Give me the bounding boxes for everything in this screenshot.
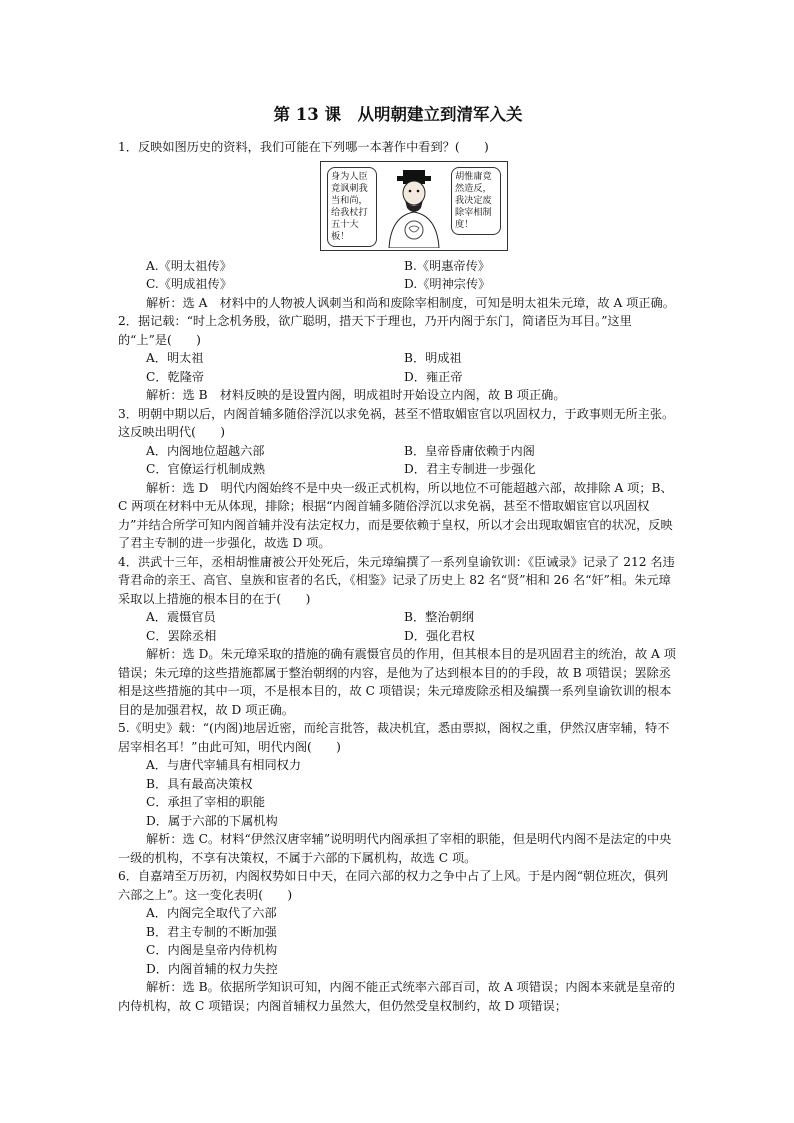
question-4-stem: 4．洪武十三年，丞相胡惟庸被公开处死后，朱元璋编撰了一系列皇谕钦训：《臣诫录》记录了 212 名违背君命的亲王、高官、皇族和宦者的名氏，《相鉴》记录了历史上 82 名“贤”相和 26 名“奸”相。朱元璋采取以上措施的根本目的在于( ) bbox=[118, 554, 675, 606]
question-5-analysis: 解析：选 C。材料“伊然汉唐宰辅”说明明代内阁承担了宰相的职能，但是明代内阁不是法定的中央一级的机构，不享有决策权，不属于六部的下属机构，故选 C 项。 bbox=[118, 832, 672, 865]
question-3-options bbox=[118, 442, 678, 479]
question-3-stem: 3．明朝中期以后，内阁首辅多随俗浮沉以求免祸，甚至不惜取媚宦官以巩固权力，于政事则无所主张。这反映出明代( ) bbox=[118, 406, 675, 439]
option-c: C．罢除丞相 bbox=[146, 628, 217, 643]
option-a: A.《明太祖传》 bbox=[146, 258, 232, 273]
option-d: D．属于六部的下属机构 bbox=[146, 813, 278, 828]
question-1-options bbox=[118, 257, 678, 294]
question-4-options bbox=[118, 608, 678, 645]
question-5-options bbox=[118, 756, 678, 830]
question-6-options bbox=[118, 904, 678, 978]
option-a: A．内阁完全取代了六部 bbox=[146, 906, 277, 920]
question-1-stem: 1．反映如图历史的资料，我们可能在下列哪一本著作中看到？( ) bbox=[118, 140, 489, 154]
option-c: C．内阁是皇帝内侍机构 bbox=[146, 943, 278, 957]
option-a: A．震慑官员 bbox=[146, 610, 216, 624]
lesson-title: 第 13 课 从明朝建立到清军入关 bbox=[273, 105, 523, 124]
question-6-stem: 6．自嘉靖至万历初，内阁权势如日中天，在同六部的权力之争中占了上风。于是内阁“朝位班次，俱列六部之上”。这一变化表明( ) bbox=[118, 869, 669, 902]
speech-bubble-left: 身为人臣竟讽刺我当和尚，给我杖打五十大板！ bbox=[327, 167, 377, 247]
question-1-analysis: 解析：选 A 材料中的人物被人讽刺当和尚和废除宰相制度，可知是明太祖朱元璋，故 A 项正确。 bbox=[146, 295, 675, 310]
option-a: A．明太祖 bbox=[146, 351, 204, 365]
option-d: D．雍正帝 bbox=[404, 369, 463, 384]
question-2-options bbox=[118, 349, 678, 386]
document-content bbox=[118, 104, 678, 1015]
question-2-stem: 2．据记载：“时上念机务殷，欲广聪明，措天下于理也，乃开内阁于东门，简诸臣为耳目。”这里的“上”是( ) bbox=[118, 314, 632, 347]
question-4-analysis: 解析：选 D。朱元璋采取的措施的确有震慑官员的作用，但其根本目的是巩固君主的统治，故 A 项错误；朱元璋的这些措施都属于整治朝纲的内容，是他为了达到根本目的的手段，故 B 项错误；罢除丞相是这些措施的其中一项，不是根本目的，故 C 项错误；朱元璋废除丞相及编撰一系列皇谕钦训的根本目的是加强君权，故 D 项正确。 bbox=[118, 647, 676, 717]
option-d: D．君主专制进一步强化 bbox=[404, 462, 536, 476]
option-b: B.《明惠帝传》 bbox=[404, 258, 490, 273]
option-b: B．君主专制的不断加强 bbox=[146, 924, 277, 939]
question-2-analysis: 解析：选 B 材料反映的是设置内阁，明成祖时开始设立内阁，故 B 项正确。 bbox=[146, 388, 566, 402]
question-1-figure bbox=[320, 161, 508, 251]
option-b: B．具有最高决策权 bbox=[146, 776, 253, 791]
option-c: C．官僚运行机制成熟 bbox=[146, 462, 266, 476]
emperor-portrait-icon bbox=[383, 166, 445, 248]
option-d: D．强化君权 bbox=[404, 628, 475, 643]
option-a: A．与唐代宰辅具有相同权力 bbox=[146, 758, 302, 772]
option-c: C．承担了宰相的职能 bbox=[146, 795, 266, 809]
question-3-analysis: 解析：选 D 明代内阁始终不是中央一级正式机构，所以地位不可能超越六部，故排除 A 项；B、C 两项在材料中无从体现，排除；根据“内阁首辅多随俗浮沉以求免祸，甚至不惜取媚宦官以巩固权力”并结合所学可知内阁首辅并没有法定权力，而是要依赖于皇权，所以才会出现取媚宦官的状况，反映了君主专制的进一步强化，故选 D 项。 bbox=[118, 480, 673, 550]
question-5-stem: 5.《明史》载：“(内阁)地居近密，而纶言批答，裁决机宜，悉由票拟，阁权之重，伊然汉唐宰辅，特不居宰相名耳！”由此可知，明代内阁( ) bbox=[118, 721, 670, 754]
option-c: C.《明成祖传》 bbox=[146, 277, 232, 291]
option-d: D．内阁首辅的权力失控 bbox=[146, 961, 278, 976]
option-b: B．整治朝纲 bbox=[404, 610, 474, 624]
question-6-analysis: 解析：选 B。依据所学知识可知，内阁不能正式统率六部百司，故 A 项错误；内阁本来就是皇帝的内侍机构，故 C 项错误；内阁首辅权力虽然大，但仍然受皇权制约，故 D 项错误； bbox=[118, 980, 676, 1013]
speech-bubble-right: 胡惟庸竟然造反，我决定废除宰相制度！ bbox=[451, 167, 501, 235]
option-b: B．皇帝昏庸依赖于内阁 bbox=[404, 443, 535, 458]
option-a: A．内阁地位超越六部 bbox=[146, 443, 265, 458]
option-d: D.《明神宗传》 bbox=[404, 277, 491, 291]
option-b: B．明成祖 bbox=[404, 351, 462, 365]
option-c: C．乾隆帝 bbox=[146, 369, 205, 384]
